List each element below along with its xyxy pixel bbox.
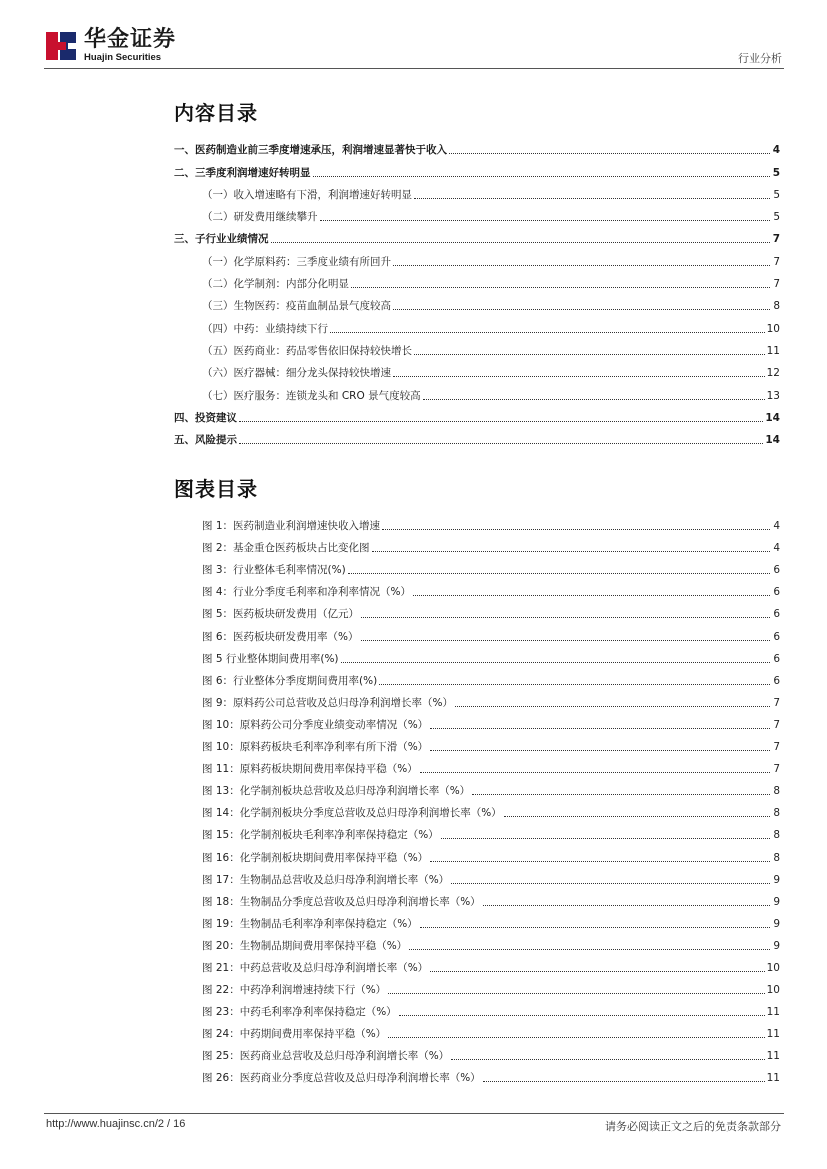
figure-entry-page: 11 [766, 1050, 780, 1063]
toc-entry[interactable] [174, 313, 780, 335]
figure-entry[interactable] [174, 599, 780, 621]
toc-list [174, 135, 780, 447]
dot-leader [361, 617, 770, 618]
figure-entry[interactable] [174, 975, 780, 997]
footer-divider [44, 1113, 784, 1114]
figure-entry-page: 10 [766, 961, 780, 974]
figure-entry-title: 图 5 行业整体期间费用率(%) [202, 652, 339, 665]
dot-leader [320, 220, 771, 221]
toc-entry[interactable] [174, 224, 780, 246]
figure-entry-page: 6 [773, 652, 780, 665]
dot-leader [271, 242, 771, 243]
figure-entry[interactable] [174, 865, 780, 887]
figure-entry-page: 10 [766, 984, 780, 997]
page-header [44, 28, 784, 68]
figure-entry-title: 图 17：生物制品总营收及总归母净利润增长率（%） [202, 873, 450, 886]
figure-entry-title: 图 26：医药商业分季度总营收及总归母净利润增长率（%） [202, 1072, 481, 1085]
toc-entry-page: 4 [772, 144, 780, 157]
figure-entry[interactable] [174, 511, 780, 533]
figure-entry[interactable] [174, 842, 780, 864]
toc-entry[interactable] [174, 246, 780, 268]
figure-entry-page: 4 [773, 542, 780, 555]
figure-entry[interactable] [174, 820, 780, 842]
dot-leader [423, 399, 765, 400]
figure-entry-page: 8 [773, 829, 780, 842]
figure-entry-page: 8 [773, 807, 780, 820]
figure-entry-title: 图 9：原料药公司总营收及总归母净利润增长率（%） [202, 696, 453, 709]
figure-entry[interactable] [174, 798, 780, 820]
toc-entry-page: 13 [766, 389, 780, 402]
dot-leader [409, 949, 770, 950]
figure-entry[interactable] [174, 1019, 780, 1041]
dot-leader [455, 706, 770, 707]
toc-entry[interactable] [174, 358, 780, 380]
toc-entry-page: 5 [772, 166, 780, 179]
dot-leader [413, 595, 770, 596]
figure-entry[interactable] [174, 887, 780, 909]
dot-leader [330, 332, 765, 333]
figure-entry-page: 9 [773, 873, 780, 886]
figure-entry-page: 9 [773, 895, 780, 908]
toc-entry[interactable] [174, 180, 780, 202]
figure-entry[interactable] [174, 666, 780, 688]
toc-entry-title: （六）医疗器械：细分龙头保持较快增速 [202, 367, 391, 380]
toc-entry[interactable] [174, 269, 780, 291]
toc-entry[interactable] [174, 135, 780, 157]
figure-entry-title: 图 6：行业整体分季度期间费用率(%) [202, 674, 378, 687]
figure-entry[interactable] [174, 776, 780, 798]
toc-entry[interactable] [174, 202, 780, 224]
logo-text-english: Huajin Securities [84, 52, 162, 63]
toc-entry-title: 二、三季度利润增速好转明显 [174, 166, 311, 179]
dot-leader [239, 421, 763, 422]
toc-entry[interactable] [174, 336, 780, 358]
dot-leader [361, 640, 771, 641]
figure-entry-title: 图 18：生物制品分季度总营收及总归母净利润增长率（%） [202, 895, 481, 908]
figure-entry-title: 图 5：医药板块研发费用（亿元） [202, 608, 360, 621]
dot-leader [449, 153, 770, 154]
figure-entry-page: 9 [773, 939, 780, 952]
dot-leader [393, 265, 770, 266]
figure-entry-title: 图 10：原料药板块毛利率净利率有所下滑（%） [202, 741, 429, 754]
toc-entry-page: 10 [766, 322, 780, 335]
figure-entry[interactable] [174, 1041, 780, 1063]
toc-entry-page: 7 [772, 233, 780, 246]
toc-entry[interactable] [174, 291, 780, 313]
figure-entry-page: 11 [766, 1028, 780, 1041]
figure-entry-title: 图 14：化学制剂板块分季度总营收及总归母净利润增长率（%） [202, 807, 502, 820]
figure-entry-title: 图 19：生物制品毛利率净利率保持稳定（%） [202, 917, 418, 930]
figure-entry-page: 6 [773, 564, 780, 577]
figure-entry-title: 图 22：中药净利润增速持续下行（%） [202, 984, 387, 997]
figure-entry[interactable] [174, 754, 780, 776]
figure-entry[interactable] [174, 621, 780, 643]
toc-entry-title: （三）生物医药：疫苗血制品景气度较高 [202, 300, 391, 313]
dot-leader [313, 176, 771, 177]
dot-leader [451, 1059, 764, 1060]
toc-entry[interactable] [174, 157, 780, 179]
footer-disclaimer: 请务必阅读正文之后的免责条款部分 [605, 1120, 781, 1133]
dot-leader [430, 971, 764, 972]
dot-leader [372, 551, 770, 552]
toc-entry-page: 5 [773, 211, 780, 224]
toc-entry-title: （二）化学制剂：内部分化明显 [202, 278, 349, 291]
dot-leader [414, 198, 770, 199]
figure-entry-title: 图 3：行业整体毛利率情况(%) [202, 564, 346, 577]
toc-entry-title: 五、风险提示 [174, 434, 237, 447]
figure-entry-page: 6 [773, 630, 780, 643]
figure-entry[interactable] [174, 1063, 780, 1085]
dot-leader [382, 529, 770, 530]
toc-entry-page: 7 [773, 255, 780, 268]
toc-entry-page: 5 [773, 188, 780, 201]
toc-entry[interactable] [174, 425, 780, 447]
toc-entry[interactable] [174, 380, 780, 402]
logo-text-chinese: 华金证券 [84, 27, 177, 52]
toc-entry-title: （五）医药商业：药品零售依旧保持较快增长 [202, 344, 412, 357]
figure-entry-page: 7 [773, 718, 780, 731]
figure-entry[interactable] [174, 533, 780, 555]
dot-leader [393, 309, 770, 310]
dot-leader [393, 376, 765, 377]
figure-entry[interactable] [174, 953, 780, 975]
toc-entry-title: （四）中药：业绩持续下行 [202, 322, 328, 335]
figure-entry-title: 图 23：中药毛利率净利率保持稳定（%） [202, 1006, 397, 1019]
toc-entry-title: （一）化学原料药：三季度业绩有所回升 [202, 255, 391, 268]
figure-entry[interactable] [174, 644, 780, 666]
toc-entry-title: 一、医药制造业前三季度增速承压，利润增速显著快于收入 [174, 144, 447, 157]
figure-entry[interactable] [174, 710, 780, 732]
figure-entry-title: 图 6：医药板块研发费用率（%） [202, 630, 359, 643]
toc-entry-page: 14 [765, 411, 780, 424]
dot-leader [472, 794, 770, 795]
figure-entry-title: 图 1：医药制造业利润增速快收入增速 [202, 520, 381, 533]
header-divider [44, 68, 784, 69]
figure-list-title: 图表目录 [174, 477, 258, 501]
dot-leader [420, 772, 770, 773]
figure-list [174, 511, 780, 1085]
dot-leader [441, 838, 770, 839]
dot-leader [483, 905, 770, 906]
figure-entry[interactable] [174, 909, 780, 931]
figure-entry-page: 11 [766, 1072, 780, 1085]
toc-entry-page: 7 [773, 278, 780, 291]
dot-leader [388, 1037, 764, 1038]
figure-entry-page: 8 [773, 785, 780, 798]
figure-entry[interactable] [174, 577, 780, 599]
dot-leader [399, 1015, 765, 1016]
toc-entry[interactable] [174, 403, 780, 425]
figure-entry[interactable] [174, 555, 780, 577]
figure-entry-title: 图 24：中药期间费用率保持平稳（%） [202, 1028, 387, 1041]
figure-entry-title: 图 13：化学制剂板块总营收及总归母净利润增长率（%） [202, 785, 471, 798]
toc-entry-title: （二）研发费用继续攀升 [202, 211, 318, 224]
toc-entry-title: 三、子行业业绩情况 [174, 233, 269, 246]
figure-entry-title: 图 4：行业分季度毛利率和净利率情况（%） [202, 586, 411, 599]
dot-leader [420, 927, 770, 928]
figure-entry-title: 图 15：化学制剂板块毛利率净利率保持稳定（%） [202, 829, 439, 842]
dot-leader [430, 750, 770, 751]
figure-entry-page: 7 [773, 696, 780, 709]
footer-url-page[interactable]: http://www.huajinsc.cn/2 / 16 [46, 1118, 186, 1130]
figure-entry-page: 6 [773, 674, 780, 687]
figure-entry[interactable] [174, 688, 780, 710]
toc-entry-title: （一）收入增速略有下滑，利润增速好转明显 [202, 188, 412, 201]
figure-entry-page: 7 [773, 763, 780, 776]
dot-leader [430, 861, 770, 862]
toc-entry-title: 四、投资建议 [174, 411, 237, 424]
figure-entry-title: 图 21：中药总营收及总归母净利润增长率（%） [202, 961, 429, 974]
figure-entry-title: 图 20：生物制品期间费用率保持平稳（%） [202, 939, 408, 952]
figure-entry-title: 图 2：基金重仓医药板块占比变化图 [202, 542, 370, 555]
huajin-logo-icon [44, 29, 78, 63]
dot-leader [388, 993, 764, 994]
toc-title: 内容目录 [174, 101, 258, 125]
dot-leader [351, 287, 770, 288]
toc-entry-title: （七）医疗服务：连锁龙头和 CRO 景气度较高 [202, 389, 421, 402]
figure-entry-title: 图 25：医药商业总营收及总归母净利润增长率（%） [202, 1050, 450, 1063]
dot-leader [504, 816, 770, 817]
figure-entry-title: 图 10：原料药公司分季度业绩变动率情况（%） [202, 718, 429, 731]
figure-entry-page: 11 [766, 1006, 780, 1019]
figure-entry-page: 6 [773, 608, 780, 621]
dot-leader [379, 684, 770, 685]
toc-entry-page: 12 [766, 367, 780, 380]
toc-entry-page: 11 [766, 344, 780, 357]
report-type-label: 行业分析 [738, 52, 782, 65]
figure-entry-page: 8 [773, 851, 780, 864]
figure-entry[interactable] [174, 997, 780, 1019]
dot-leader [341, 662, 770, 663]
dot-leader [414, 354, 765, 355]
dot-leader [348, 573, 770, 574]
dot-leader [430, 728, 770, 729]
figure-entry-title: 图 11：原料药板块期间费用率保持平稳（%） [202, 763, 418, 776]
dot-leader [483, 1081, 765, 1082]
figure-entry-page: 7 [773, 741, 780, 754]
figure-entry-page: 9 [773, 917, 780, 930]
toc-entry-page: 14 [765, 434, 780, 447]
company-logo [44, 28, 184, 64]
figure-entry-title: 图 16：化学制剂板块期间费用率保持平稳（%） [202, 851, 429, 864]
figure-entry[interactable] [174, 931, 780, 953]
dot-leader [239, 443, 763, 444]
figure-entry-page: 4 [773, 520, 780, 533]
dot-leader [451, 883, 770, 884]
figure-entry[interactable] [174, 732, 780, 754]
toc-entry-page: 8 [773, 300, 780, 313]
figure-entry-page: 6 [773, 586, 780, 599]
